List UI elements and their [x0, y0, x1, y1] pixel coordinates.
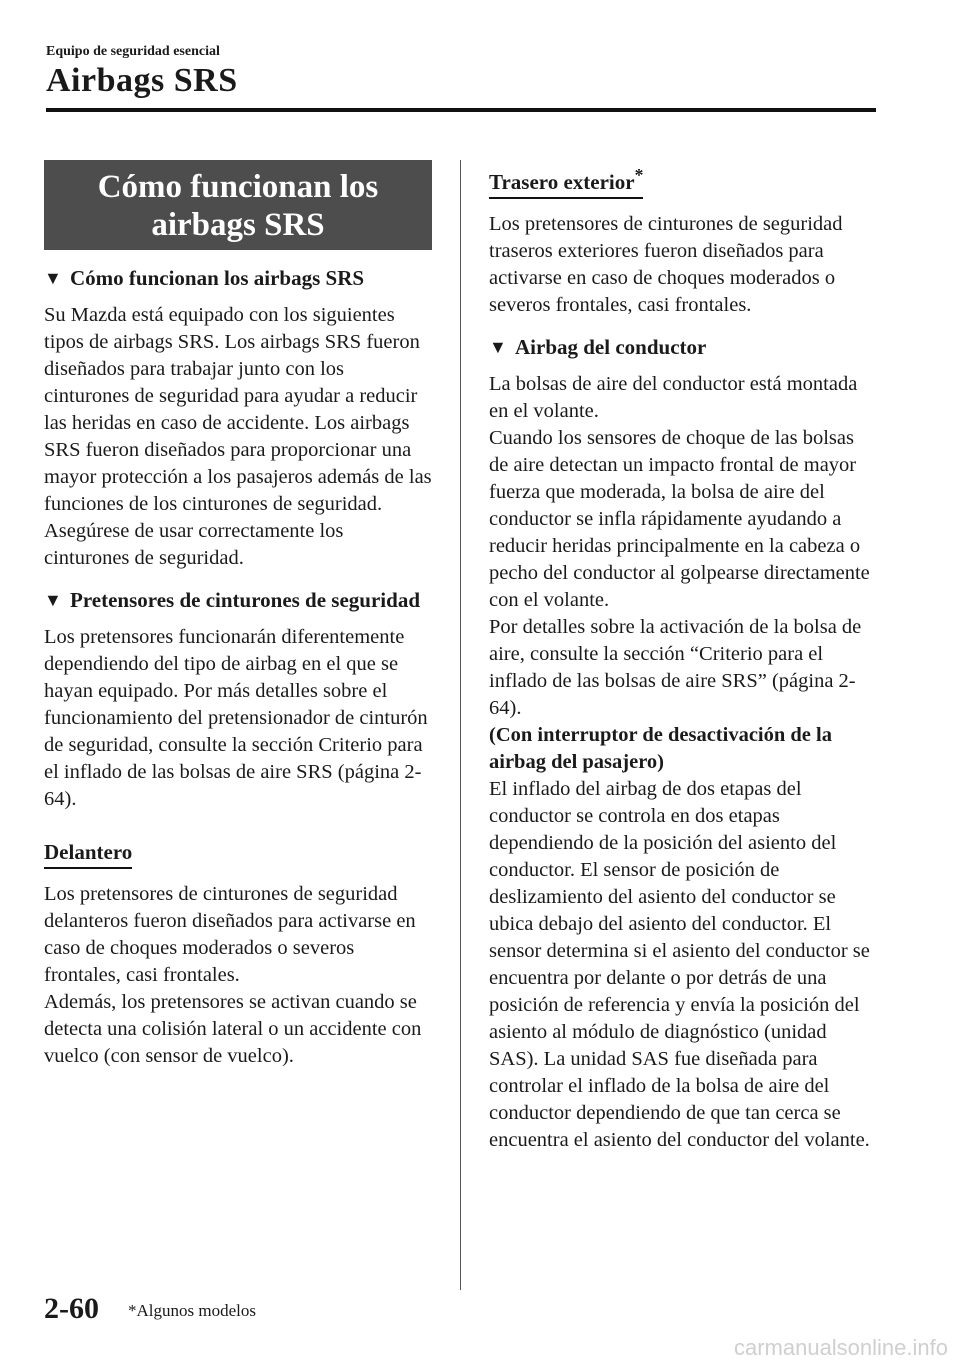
footnote: *Algunos modelos — [128, 1301, 256, 1320]
page-number: 2-60 — [44, 1292, 99, 1325]
section-banner: Cómo funcionan los airbags SRS — [44, 160, 432, 250]
asterisk-marker: * — [634, 165, 644, 185]
paragraph: Además, los pretensores se activan cuando se detecta una colisión lateral o un accidente con vuelco (con sensor de vuelco). — [44, 991, 422, 1067]
subheading — [489, 333, 877, 361]
underlined-heading: Delantero — [44, 839, 132, 869]
heading-text: Trasero exterior — [489, 170, 635, 194]
subheading-text: Airbag del conductor — [515, 335, 707, 359]
header-rule — [46, 108, 876, 112]
triangle-bullet-icon: ▼ — [44, 590, 62, 610]
paragraph: Los pretensores funcionarán diferentemente dependiendo del tipo de airbag en el que se hayan equipado. Por más detalles sobre el funcionamiento del pretensionador de cinturón de seguridad, consulte la sección Criterio para el inflado de las bolsas de aire SRS (página 2-64). — [44, 626, 428, 810]
paragraph: El inflado del airbag de dos etapas del conductor se controla en dos etapas dependiendo de la posición del asiento del conductor. El sensor de posición de deslizamiento del asiento del conductor se ubica debajo del asiento del conductor. El sensor determina si el asiento del conductor se encuentra por delante o por detrás de una posición de referencia y envía la posición del asiento al módulo de diagnóstico (unidad SAS). La unidad SAS fue diseñada para controlar el inflado de la bolsa de aire del conductor dependiendo de que tan cerca se encuentra el asiento del conductor del volante. — [489, 778, 870, 1151]
triangle-bullet-icon: ▼ — [489, 337, 507, 357]
paragraph: Los pretensores de cinturones de seguridad traseros exteriores fueron diseñados para activarse en caso de choques moderados o severos frontales, casi frontales. — [489, 213, 843, 316]
paragraph: La bolsas de aire del conductor está montada en el volante. — [489, 373, 858, 422]
right-column — [489, 160, 877, 1162]
column-divider — [460, 160, 461, 1290]
underlined-heading — [489, 162, 643, 199]
watermark: carmanualsonline.info — [733, 1335, 948, 1360]
bold-note: (Con interruptor de desactivación de la airbag del pasajero) — [489, 724, 832, 773]
paragraph: Por detalles sobre la activación de la bolsa de aire, consulte la sección “Criterio para el inflado de las bolsas de aire SRS” (página 2-64). — [489, 616, 862, 719]
paragraph: Los pretensores de cinturones de seguridad delanteros fueron diseñados para activarse en caso de choques moderados o severos frontales, casi frontales. — [44, 883, 416, 986]
subheading-text: Pretensores de cinturones de seguridad — [70, 588, 420, 612]
left-column — [44, 160, 432, 1078]
triangle-bullet-icon: ▼ — [44, 268, 62, 288]
subheading-text: Cómo funcionan los airbags SRS — [70, 266, 365, 290]
subheading — [44, 586, 432, 614]
paragraph: Su Mazda está equipado con los siguientes tipos de airbags SRS. Los airbags SRS fueron diseñados para trabajar junto con los cinturones de seguridad para ayudar a reducir las heridas en caso de accidente. Los airbags SRS fueron diseñados para proporcionar una mayor protección a los pasajeros además de las funciones de los cinturones de seguridad. Asegúrese de usar correctamente los cinturones de seguridad. — [44, 304, 432, 569]
section-subtitle: Equipo de seguridad esencial — [46, 44, 220, 59]
page-title: Airbags SRS — [46, 62, 238, 99]
subheading — [44, 264, 432, 292]
paragraph: Cuando los sensores de choque de las bolsas de aire detectan un impacto frontal de mayor fuerza que moderada, la bolsa de aire del conductor se infla rápidamente ayudando a reducir heridas principalmente en la cabeza o pecho del conductor al golpearse directamente con el volante. — [489, 427, 870, 611]
